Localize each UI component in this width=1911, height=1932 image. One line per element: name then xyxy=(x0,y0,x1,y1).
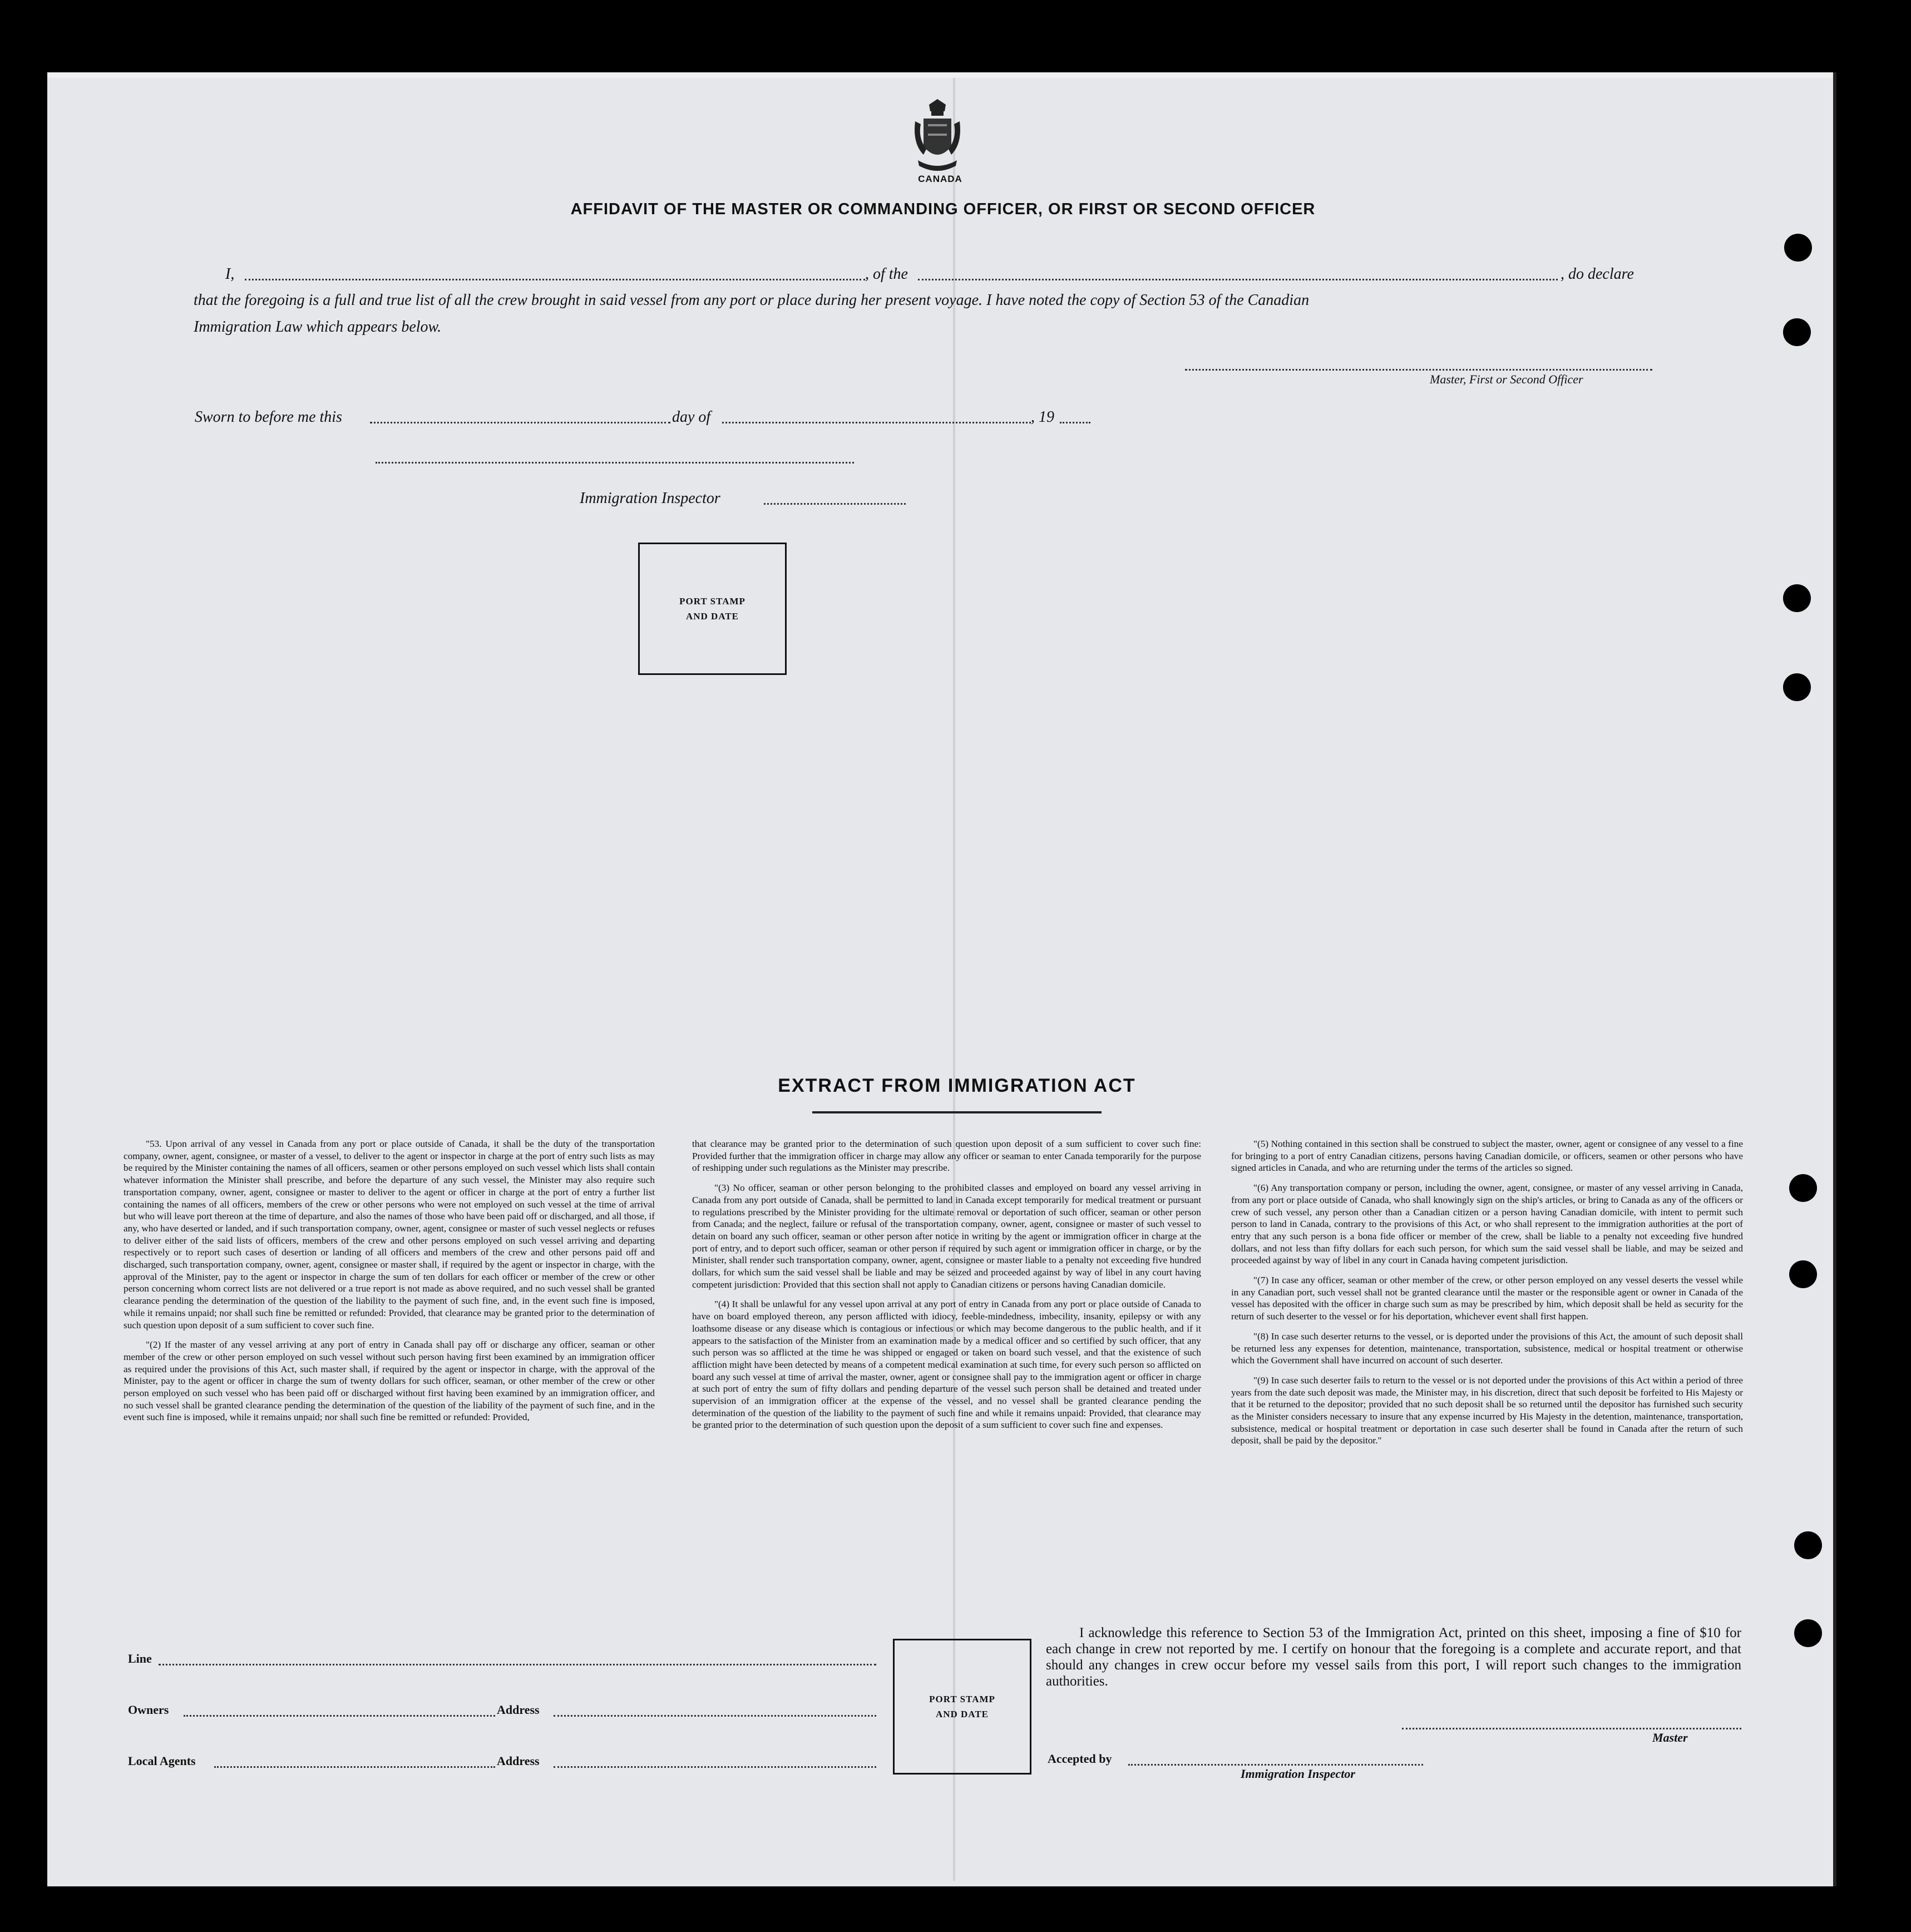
master-signature-caption: Master, First or Second Officer xyxy=(1430,372,1583,386)
master-ack-signature-field[interactable] xyxy=(1402,1728,1741,1729)
form-title: AFFIDAVIT OF THE MASTER OR COMMANDING OFFICER, OR FIRST OR SECOND OFFICER xyxy=(570,200,1316,218)
binder-hole xyxy=(1783,584,1811,612)
binder-hole xyxy=(1784,234,1812,262)
subsection-3-paragraph: "(3) No officer, seaman or other person belonging to the prohibited classes and employed on board any vessel arriving in Canada from any port outside of Canada, shall be permitted to land in Canada except temporarily for medical treatment or pursuant to regulations prescribed by the Minister providing for the ultimate removal or deportation of such officer, seaman or other person from Canada; and the neglect, failure or refusal of the transportation company, owner, agent, consignee or master of such vessel to detain on board any such officer, seaman or other person after notice in writing by the agent or immigration officer in charge at the port of entry, and to deport such officer, seaman or other person if required by such agent or immigration officer in charge, or by the Minister, shall render such transportation company, owner, agent, consignee or master liable to a penalty not exceeding five hundred dollars, for which sum the said vessel shall be liable and may be seized and proceeded against by way of libel in any court having competent jurisdiction: Provided that this section shall not apply to Canadian citizens or persons having Canadian domicile. xyxy=(692,1182,1201,1290)
coat-of-arms-icon xyxy=(912,99,962,171)
country-label: CANADA xyxy=(918,174,962,184)
subsection-4-paragraph: "(4) It shall be unlawful for any vessel upon arrival at any port of entry in Canada from any port or place outside of Canada to have on board employed thereon, any person afflicted with idiocy, feeble-mindedness, imbecility, insanity, epilepsy or with any loathsome disease or any disease which is contagious or infectious or which may become dangerous to the public health, and if it appears to the satisfaction of the Minister from an examination made by a medical officer and so certified by such officer, that any such person was so afflicted at the time he was shipped or engaged or taken on board such vessel, and that the existence of such affliction might have been detected by means of a competent medical examination at such time, for every such person so afflicted on board any such vessel at time of arrival the master, owner, agent or consignee shall pay to the immigration agent or officer in charge at such port of entry the sum of fifty dollars and pending departure of the vessel such person shall be detained and treated under supervision of an immigration officer at the expense of the vessel, and no vessel shall be granted clearance pending the determination of the question of the liability to the payment of such fine and while it remains unpaid: Provided, that clearance may be granted prior to the determination of such question upon the deposit of a sum sufficient to cover such fine and expenses. xyxy=(692,1299,1201,1431)
binder-hole xyxy=(1789,1174,1817,1202)
extract-column-3 xyxy=(1231,1138,1743,1455)
day-of-label: day of xyxy=(672,408,711,426)
of-the-label: , of the xyxy=(865,265,908,283)
line-field[interactable] xyxy=(159,1664,876,1665)
extract-column-2 xyxy=(692,1138,1201,1439)
line-label: Line xyxy=(128,1652,152,1665)
accepted-by-field[interactable] xyxy=(1128,1764,1423,1766)
address-2-label: Address xyxy=(497,1754,540,1768)
inspector-name-field[interactable] xyxy=(764,503,906,505)
sworn-day-field[interactable] xyxy=(370,422,670,423)
do-declare-label: , do declare xyxy=(1561,265,1634,283)
binder-hole xyxy=(1783,318,1811,346)
binder-hole xyxy=(1794,1619,1822,1647)
stamp-line-1: PORT STAMP xyxy=(679,595,745,607)
vessel-name-field[interactable] xyxy=(918,279,1558,280)
extract-column-1 xyxy=(124,1138,655,1431)
port-stamp-box xyxy=(638,543,787,675)
owners-label: Owners xyxy=(128,1703,169,1717)
sworn-year-field[interactable] xyxy=(1060,422,1090,423)
year-label: , 19 xyxy=(1031,408,1054,426)
accepted-by-label: Accepted by xyxy=(1048,1752,1112,1766)
binder-hole xyxy=(1789,1260,1817,1288)
acknowledgement-text: I acknowledge this reference to Section 53 of the Immigration Act, printed on this sheet, imposing a fine of $10 for each change in crew not reported by me. I certify on honour that the foregoing is a complete and accurate report, and that should any changes in crew occur before my vessel sails from this port, I will report such changes to the immigration authorities. xyxy=(1046,1625,1741,1689)
subsection-9-paragraph: "(9) In case such deserter fails to return to the vessel or is not deported under the provisions of this Act within a period of three years from the date such deposit was made, the Minister may, in his discretion, direct that such deposit be forfeited to His Majesty or that it be returned to the depositor; provided that no such deposit shall be so returned until the depositor has furnished such security as the Minister considers necessary to insure that any expense incurred by His Majesty in the detention, maintenance, transportation, subsistence, medical or hospital treatment or deportation in case such deserter shall be found in Canada after the return of such deposit, shall be paid by the depositor." xyxy=(1231,1374,1743,1446)
port-stamp-box-bottom xyxy=(893,1639,1031,1775)
address-label: Address xyxy=(497,1703,540,1717)
inspector-signature-field[interactable] xyxy=(376,462,854,464)
subsection-8-paragraph: "(8) In case such deserter returns to the vessel, or is deported under the provisions of this Act, the amount of such deposit shall be returned less any expenses for detention, maintenance, transportation, subsistence, medical or hospital treatment or otherwise which the Government shall have incurred on account of such deserter. xyxy=(1231,1330,1743,1366)
form-sheet xyxy=(47,72,1836,1886)
declaration-line-2: that the foregoing is a full and true list of all the crew brought in said vessel from any port or place during her present voyage. I have noted the copy of Section 53 of the Canadian xyxy=(194,292,1310,309)
local-agents-field[interactable] xyxy=(214,1766,495,1768)
binder-hole xyxy=(1783,673,1811,701)
owners-field[interactable] xyxy=(184,1715,495,1717)
acknowledgement-block xyxy=(1046,1625,1741,1689)
title-underline xyxy=(812,1111,1102,1113)
owners-address-field[interactable] xyxy=(554,1715,876,1717)
extract-title: EXTRACT FROM IMMIGRATION ACT xyxy=(778,1075,1136,1096)
master-caption: Master xyxy=(1652,1731,1688,1744)
declaration-line-3: Immigration Law which appears below. xyxy=(194,318,442,336)
i-label: I, xyxy=(225,265,235,283)
sworn-label: Sworn to before me this xyxy=(195,408,342,426)
stamp-bottom-line-2: AND DATE xyxy=(935,1709,989,1719)
immigration-inspector-caption: Immigration Inspector xyxy=(1241,1767,1355,1781)
page-fold-line xyxy=(953,78,955,1881)
subsection-7-paragraph: "(7) In case any officer, seaman or other member of the crew, or other person employed on any vessel deserts the vessel while in any Canadian port, such vessel shall not be granted clearance until the master or the responsible agent or owner in Canada of the vessel has deposited with the officer in charge such sum as may be prescribed by him, which deposit shall be held as security for the return of such deserter to the vessel or for his deportation, whichever event shall first happen. xyxy=(1231,1275,1743,1322)
master-name-field[interactable] xyxy=(245,279,865,280)
subsection-5-paragraph: "(5) Nothing contained in this section shall be construed to subject the master, owner, agent or consignee of any vessel to a fine for bringing to a port of entry Canadian citizens, persons having Canadian domicile, or officers, seamen or other persons who have signed articles in Canada, and who are returning under the terms of the articles so signed. xyxy=(1231,1138,1743,1174)
agents-address-field[interactable] xyxy=(554,1766,876,1768)
subsection-6-paragraph: "(6) Any transportation company or person, including the owner, agent, consignee, or master of any vessel arriving in Canada, from any port or place outside of Canada, who shall knowingly sign on the ship's articles, or bring to Canada as any of the officers or crew of such vessel, any person other than a Canadian citizen or a person having Canadian domicile, with intent to permit such person to land in Canada, contrary to the provisions of this Act, or who shall represent to the immigration authorities at the port of entry that any such person is a bona fide officer or member of the crew, shall be liable to a penalty not exceeding five hundred dollars, and not less than fifty dollars for each such person, for which sum the said vessel shall be liable, and may be seized and proceeded against by way of libel in any court in Canada having competent jurisdiction. xyxy=(1231,1182,1743,1266)
subsection-2-paragraph: "(2) If the master of any vessel arriving at any port of entry in Canada shall pay off or discharge any officer, seaman or other member of the crew or other person employed on such vessel without such person having first been examined by an immigration officer as required under the provisions of this Act, such master shall, if required by the agent or inspector in charge, with the approval of the Minister, pay to the agent or officer in charge the sum of twenty dollars for such officer, seaman, or other member of the crew or other person employed on such vessel who has been paid off or discharged without first having been examined by an immigration officer, and no such vessel shall be granted clearance pending the determination of the question of the liability of the payment of such fine, and in the event such fine is imposed, while it remains unpaid; nor shall such fine be remitted or refunded: Provided, xyxy=(124,1339,655,1423)
master-signature-field[interactable] xyxy=(1185,369,1652,371)
stamp-line-2: AND DATE xyxy=(685,611,739,622)
inspector-label: Immigration Inspector xyxy=(580,490,720,507)
binder-hole xyxy=(1794,1531,1822,1559)
subsection-2-continued: that clearance may be granted prior to the determination of such question upon deposit of a sum sufficient to cover such fine: Provided further that the immigration officer in charge may allow any officer or seaman to enter Canada temporarily for the purpose of reshipping under such regulations as the Minister may prescribe. xyxy=(692,1138,1201,1174)
stamp-bottom-line-1: PORT STAMP xyxy=(929,1693,995,1704)
sworn-month-field[interactable] xyxy=(722,422,1031,423)
scan-edge xyxy=(47,72,1833,78)
section-53-paragraph: "53. Upon arrival of any vessel in Canada from any port or place outside of Canada, it shall be the duty of the transportation company, owner, agent, consignee, or master of a vessel, to deliver to the agent or inspector in charge at the port of entry such lists as may be required by the Minister containing the names of all officers, seamen or other persons employed on such vessel which lists shall contain whatever information the Minister shall prescribe, and before the departure of any such vessel, the Minister may also require such transportation company, owner, agent, consignee or master to deliver to the agent or officer in charge at the port of entry a further list containing the names of all officers, members of the crew or other persons who were not employed on such vessel at the time of arrival but who will leave port thereon at the time of departure, and also the names of those who have been paid off or discharged, and all those, if any, who have deserted or landed, and if such transportation company, owner, agent, consignee or master of such vessel neglects or refuses to deliver either of the said lists of officers, members of the crew and other persons employed on such vessel arriving and departing respectively or to report such cases of desertion or landing of all officers and members of the crew and other persons paid off and discharged, such transportation company, owner, agent, consignee or master shall, if required by the agent or inspector in charge, with the approval of the Minister, pay to the agent or inspector in charge the sum of ten dollars for each officer or member of the crew or other person concerning whom correct lists are not delivered or a true report is not made as above required, and no such vessel shall be granted clearance pending the determination of the question of the liability to the payment of such fine, and, in the event such fine is imposed, while it remains unpaid; nor shall such fine be remitted or refunded: Provided, that clearance may be granted prior to the determination of such question upon deposit of a sum sufficient to cover such fine. xyxy=(124,1138,655,1330)
local-agents-label: Local Agents xyxy=(128,1754,196,1768)
